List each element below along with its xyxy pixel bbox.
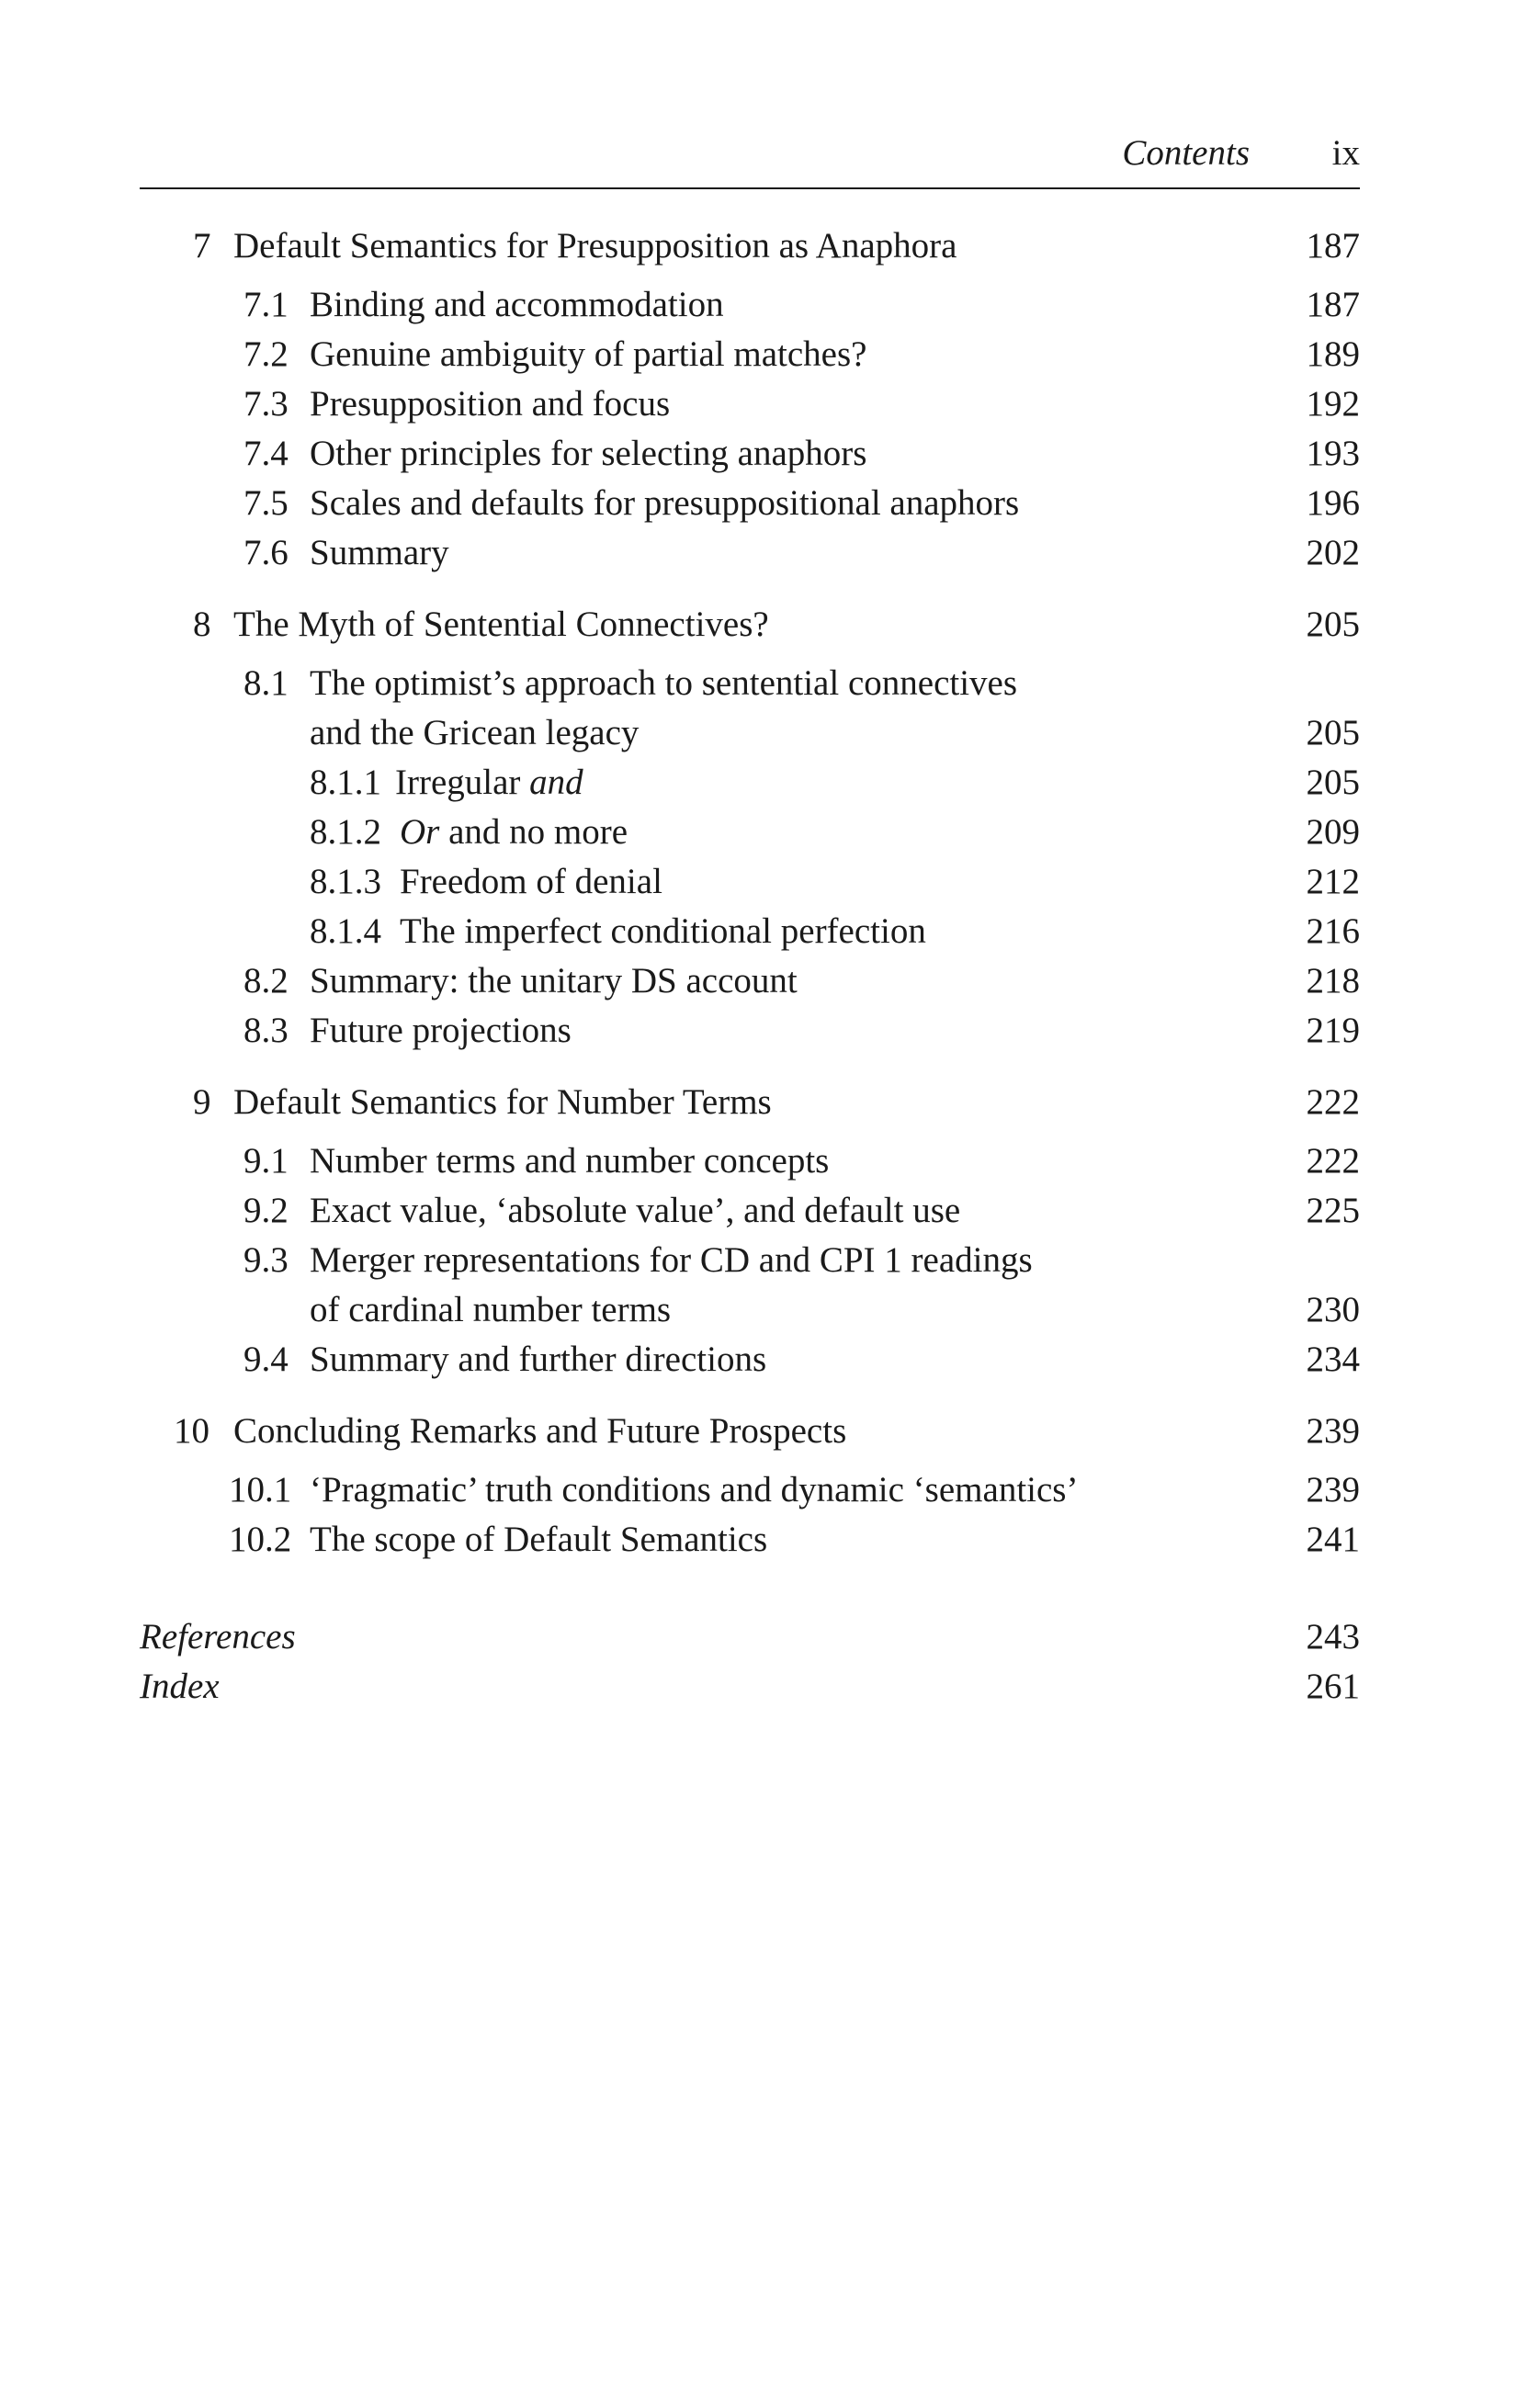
page-ref: 241 xyxy=(1306,1520,1360,1559)
page-ref: 189 xyxy=(1306,334,1360,374)
section-number: 7.2 xyxy=(243,334,289,374)
section-number: 8.3 xyxy=(243,1011,289,1050)
toc-section-7-5[interactable] xyxy=(140,480,1360,527)
subsection-number: 8.1.4 xyxy=(310,911,381,951)
page-ref: 216 xyxy=(1306,911,1360,951)
section-number: 8.1 xyxy=(243,663,289,703)
toc-section-9-2[interactable] xyxy=(140,1187,1360,1235)
toc-chapter-9[interactable] xyxy=(140,1079,1360,1126)
toc-section-9-4[interactable] xyxy=(140,1336,1360,1384)
section-title: Merger representations for CD and CPI 1 readings xyxy=(310,1240,1033,1280)
toc-section-8-1[interactable] xyxy=(140,660,1360,707)
book-page xyxy=(140,0,1360,2408)
toc-index[interactable] xyxy=(140,1663,1360,1711)
toc-subsection-8-1-4[interactable] xyxy=(140,908,1360,955)
subsection-number: 8.1.2 xyxy=(310,812,381,852)
page-number: ix xyxy=(1331,133,1360,173)
page-ref: 192 xyxy=(1306,384,1360,424)
toc-subsection-8-1-3[interactable] xyxy=(140,858,1360,906)
page-ref: 230 xyxy=(1306,1290,1360,1329)
subsection-number: 8.1.1 xyxy=(310,763,381,802)
toc-section-9-1[interactable] xyxy=(140,1137,1360,1185)
toc-section-7-2[interactable] xyxy=(140,331,1360,379)
section-number: 7.6 xyxy=(243,533,289,572)
toc-chapter-7[interactable] xyxy=(140,222,1360,270)
title-emphasis: Or xyxy=(400,812,440,852)
title-text: Irregular xyxy=(395,763,530,802)
page-ref: 196 xyxy=(1306,483,1360,523)
toc-section-8-3[interactable] xyxy=(140,1007,1360,1055)
page-ref: 193 xyxy=(1306,434,1360,473)
page-ref: 212 xyxy=(1306,862,1360,901)
toc-chapter-8[interactable] xyxy=(140,601,1360,649)
section-title-continuation: of cardinal number terms xyxy=(310,1290,672,1329)
chapter-number: 9 xyxy=(193,1082,211,1122)
subsection-title: Freedom of denial xyxy=(400,862,662,901)
page-ref: 219 xyxy=(1306,1011,1360,1050)
page-ref: 222 xyxy=(1306,1082,1360,1122)
toc-subsection-8-1-1[interactable] xyxy=(140,759,1360,807)
section-title: Future projections xyxy=(310,1011,572,1050)
page-ref: 239 xyxy=(1306,1470,1360,1509)
toc-section-10-2[interactable] xyxy=(140,1516,1360,1564)
section-title: Summary and further directions xyxy=(310,1340,767,1379)
page-ref: 209 xyxy=(1306,812,1360,852)
page-ref: 218 xyxy=(1306,961,1360,1001)
page-ref: 187 xyxy=(1306,285,1360,324)
chapter-title: Concluding Remarks and Future Prospects xyxy=(233,1411,847,1451)
running-header xyxy=(140,129,1360,184)
section-number: 7.3 xyxy=(243,384,289,424)
section-title: Exact value, ‘absolute value’, and default use xyxy=(310,1191,961,1230)
section-number: 9.4 xyxy=(243,1340,289,1379)
toc-section-7-4[interactable] xyxy=(140,430,1360,478)
header-rule xyxy=(140,187,1360,189)
chapter-title: The Myth of Sentential Connectives? xyxy=(233,605,769,644)
page-ref: 187 xyxy=(1306,226,1360,266)
section-title: The scope of Default Semantics xyxy=(310,1520,768,1559)
page-ref: 205 xyxy=(1306,605,1360,644)
section-number: 9.3 xyxy=(243,1240,289,1280)
chapter-number: 10 xyxy=(174,1411,209,1451)
toc-subsection-8-1-2[interactable] xyxy=(140,808,1360,856)
toc-section-9-3-cont[interactable] xyxy=(140,1286,1360,1334)
title-emphasis: and xyxy=(529,763,583,802)
section-title: Summary xyxy=(310,533,449,572)
running-title: Contents xyxy=(1122,133,1250,173)
section-number: 8.2 xyxy=(243,961,289,1001)
section-title-continuation: and the Gricean legacy xyxy=(310,713,640,752)
section-number: 9.2 xyxy=(243,1191,289,1230)
section-title: ‘Pragmatic’ truth conditions and dynamic ‘semantics’ xyxy=(310,1470,1079,1509)
toc-references[interactable] xyxy=(140,1613,1360,1661)
subsection-title xyxy=(395,759,583,807)
toc-section-7-1[interactable] xyxy=(140,281,1360,329)
page-ref: 205 xyxy=(1306,713,1360,752)
section-title: Summary: the unitary DS account xyxy=(310,961,798,1001)
toc-section-10-1[interactable] xyxy=(140,1466,1360,1514)
toc-section-8-2[interactable] xyxy=(140,957,1360,1005)
page-ref: 225 xyxy=(1306,1191,1360,1230)
page-ref: 261 xyxy=(1306,1667,1360,1706)
section-title: The optimist’s approach to sentential connectives xyxy=(310,663,1018,703)
subsection-title: The imperfect conditional perfection xyxy=(400,911,926,951)
page-ref: 234 xyxy=(1306,1340,1360,1379)
section-title: Binding and accommodation xyxy=(310,285,724,324)
section-number: 9.1 xyxy=(243,1141,289,1181)
toc-section-9-3[interactable] xyxy=(140,1237,1360,1284)
section-number: 10.2 xyxy=(229,1520,292,1559)
page-ref: 205 xyxy=(1306,763,1360,802)
chapter-number: 8 xyxy=(193,605,211,644)
page-ref: 243 xyxy=(1306,1617,1360,1656)
toc-section-8-1-cont[interactable] xyxy=(140,709,1360,757)
section-title: Number terms and number concepts xyxy=(310,1141,830,1181)
page-ref: 202 xyxy=(1306,533,1360,572)
title-text: and no more xyxy=(439,812,628,852)
toc-chapter-10[interactable] xyxy=(140,1407,1360,1455)
subsection-number: 8.1.3 xyxy=(310,862,381,901)
page-ref: 222 xyxy=(1306,1141,1360,1181)
section-title: Other principles for selecting anaphors xyxy=(310,434,867,473)
toc-section-7-3[interactable] xyxy=(140,380,1360,428)
page-ref: 239 xyxy=(1306,1411,1360,1451)
section-title: Scales and defaults for presuppositional anaphors xyxy=(310,483,1020,523)
section-title: Genuine ambiguity of partial matches? xyxy=(310,334,867,374)
chapter-title: Default Semantics for Number Terms xyxy=(233,1082,772,1122)
section-title: Presupposition and focus xyxy=(310,384,671,424)
section-number: 10.1 xyxy=(229,1470,292,1509)
toc-section-7-6[interactable] xyxy=(140,529,1360,577)
section-number: 7.4 xyxy=(243,434,289,473)
chapter-number: 7 xyxy=(193,226,211,266)
subsection-title xyxy=(400,808,628,856)
backmatter-title: Index xyxy=(140,1667,220,1706)
section-number: 7.1 xyxy=(243,285,289,324)
backmatter-title: References xyxy=(140,1617,296,1656)
section-number: 7.5 xyxy=(243,483,289,523)
chapter-title: Default Semantics for Presupposition as Anaphora xyxy=(233,226,957,266)
